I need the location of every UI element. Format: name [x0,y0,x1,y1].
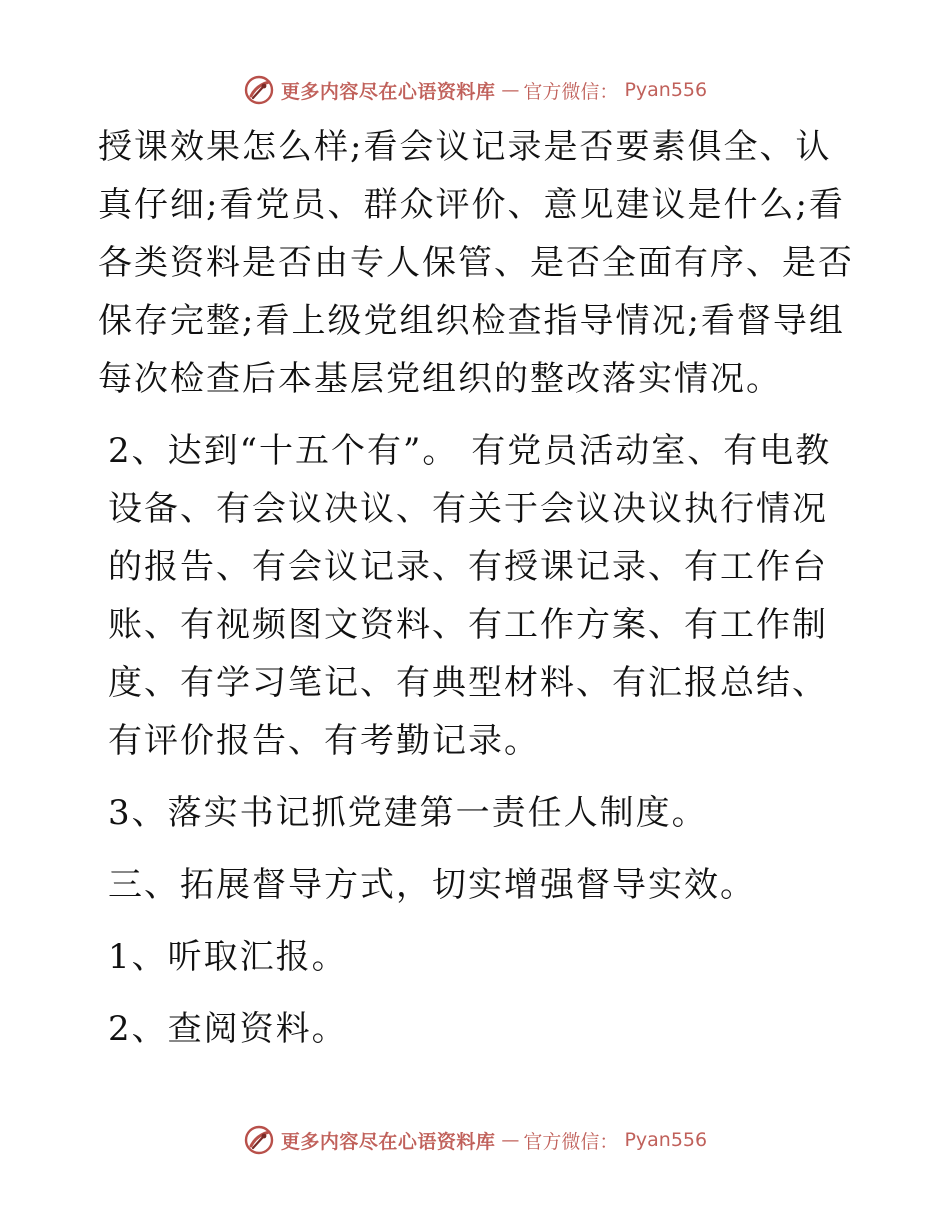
paragraph-review-materials: 2、查阅资料。 [108,1009,348,1049]
watermark-account: Pyan556 [624,1129,708,1151]
watermark-separator: — [501,79,518,101]
watermark-header [0,70,950,110]
watermark-footer [0,1120,950,1160]
watermark-brand: 更多内容尽在心语资料库 [280,1130,496,1153]
watermark-brand: 更多内容尽在心语资料库 [280,80,496,103]
section-heading-supervision: 三、拓展督导方式，切实增强督导实效。 [108,865,756,905]
paragraph-inspection-items: 授课效果怎么样;看会议记录是否要素俱全、认真仔细;看党员、群众评价、意见建议是什么;看各类资料是否由专人保管、是否全面有序、是否保存完整;看上级党组织检查指导情况;看督导组每次检查后本基层党组织的整改落实情况。 [98,127,854,399]
watermark-separator: — [501,1129,518,1151]
paragraph-listen-report: 1、听取汇报。 [108,937,348,977]
brush-swirl-logo-icon [243,74,275,106]
watermark-label: 官方微信： [523,80,619,103]
document-body [98,118,858,1058]
paragraph-fifteen-haves: 2、达到“十五个有”。 有党员活动室、有电教设备、有会议决议、有关于会议决议执行情况的报告、有会议记录、有授课记录、有工作台账、有视频图文资料、有工作方案、有工作制度、有学习笔记、有典型材料、有汇报总结、有评价报告、有考勤记录。 [108,431,832,761]
brush-swirl-logo-icon [243,1124,275,1156]
watermark-account: Pyan556 [624,79,708,101]
paragraph-secretary-responsibility: 3、落实书记抓党建第一责任人制度。 [108,793,708,833]
watermark-label: 官方微信： [523,1130,619,1153]
